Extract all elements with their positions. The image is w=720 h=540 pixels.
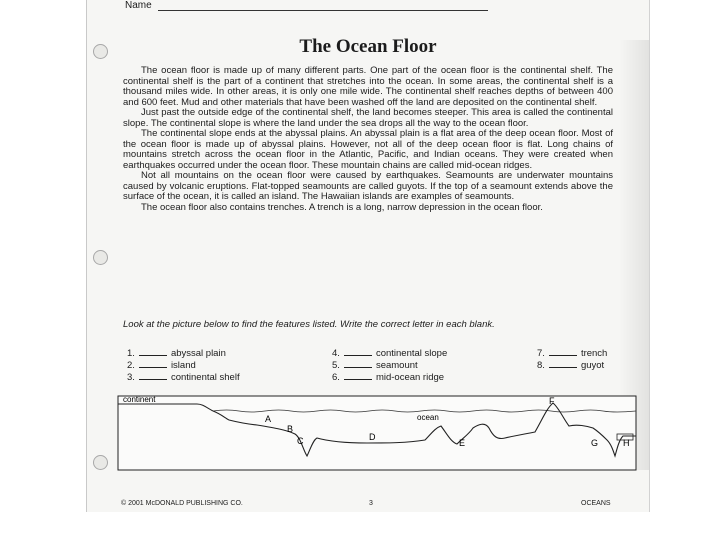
copyright-text: © 2001 McDONALD PUBLISHING CO. <box>121 500 243 507</box>
ocean-label: ocean <box>417 413 439 422</box>
answer-blank[interactable] <box>139 371 167 380</box>
ocean-floor-diagram <box>117 394 637 472</box>
answer-blank[interactable] <box>139 359 167 368</box>
answer-blank[interactable] <box>344 359 372 368</box>
feature-letter-e: E <box>459 438 466 448</box>
matching-column-1 <box>127 347 240 383</box>
name-field <box>125 0 488 11</box>
name-rule <box>158 10 488 11</box>
matching-item: 7. trench <box>537 348 608 359</box>
answer-blank[interactable] <box>549 347 577 356</box>
matching-column-3 <box>537 347 607 371</box>
answer-blank[interactable] <box>344 347 372 356</box>
matching-item: 1. abyssal plain <box>127 348 226 359</box>
matching-item: 4. continental slope <box>332 348 448 359</box>
answer-blank[interactable] <box>139 347 167 356</box>
page-title: The Ocean Floor <box>299 36 437 57</box>
binder-hole <box>93 250 108 265</box>
unit-code: OCEANS <box>581 500 611 507</box>
binder-hole <box>93 455 108 470</box>
paragraph: Just past the outside edge of the continental shelf, the land becomes steeper. This area is called the continental slope. The continental slope is where the land under the sea drops all the way to the ocean floor. <box>123 107 613 129</box>
matching-column-2 <box>332 347 447 383</box>
feature-letter-b: B <box>287 424 294 434</box>
continent-label: continent <box>123 395 156 404</box>
diagram-frame <box>118 396 636 470</box>
feature-letter-c: C <box>297 436 304 446</box>
paragraph: The ocean floor is made up of many different parts. One part of the ocean floor is the continental shelf. The continental shelf is the part of a continent that stretches into the ocean. In some areas, the continental shelf is a thousand miles wide. In other areas, it is only one mile wide. The continental shelf reaches depths of between 400 and 600 feet. Mud and other materials that have been washed off the land are deposited on the continental shelf. <box>123 65 613 108</box>
worksheet-page <box>86 0 650 512</box>
instructions: Look at the picture below to find the features listed. Write the correct letter in each blank. <box>123 319 495 330</box>
paragraph: The continental slope ends at the abyssal plains. An abyssal plain is a flat area of the deep ocean floor. Most of the ocean floor is made up of abyssal plains. However, not all of the deep ocean floor is flat. Long chains of mountains stretch across the ocean floor in the Atlantic, Pacific, and Indian oceans. They were created when earthquakes occurred under the ocean floor. These mountain chains are called mid-ocean ridges. <box>123 128 613 171</box>
feature-letter-d: D <box>369 432 376 442</box>
matching-item: 6. mid-ocean ridge <box>332 372 445 383</box>
answer-blank[interactable] <box>344 371 372 380</box>
feature-letter-g: G <box>591 438 599 448</box>
matching-item: 3. continental shelf <box>127 372 240 383</box>
feature-letter-f: F <box>549 396 555 406</box>
name-label: Name <box>125 0 152 11</box>
matching-item: 8. guyot <box>537 360 605 371</box>
matching-item: 2. island <box>127 360 196 371</box>
feature-letter-h: H <box>623 438 630 448</box>
paragraph: The ocean floor also contains trenches. A trench is a long, narrow depression in the ocean floor. <box>141 201 543 213</box>
feature-letter-a: A <box>265 414 272 424</box>
matching-item: 5. seamount <box>332 360 418 371</box>
reading-passage <box>123 66 613 213</box>
paragraph: Not all mountains on the ocean floor were caused by earthquakes. Seamounts are underwater mountains caused by volcanic eruptions. Flat-topped seamounts are called guyots. If the top of a seamount extends above the surface of the ocean, it is called an island. The Hawaiian islands are examples of seamounts. <box>123 170 613 202</box>
answer-blank[interactable] <box>549 359 577 368</box>
page-number: 3 <box>369 500 373 507</box>
